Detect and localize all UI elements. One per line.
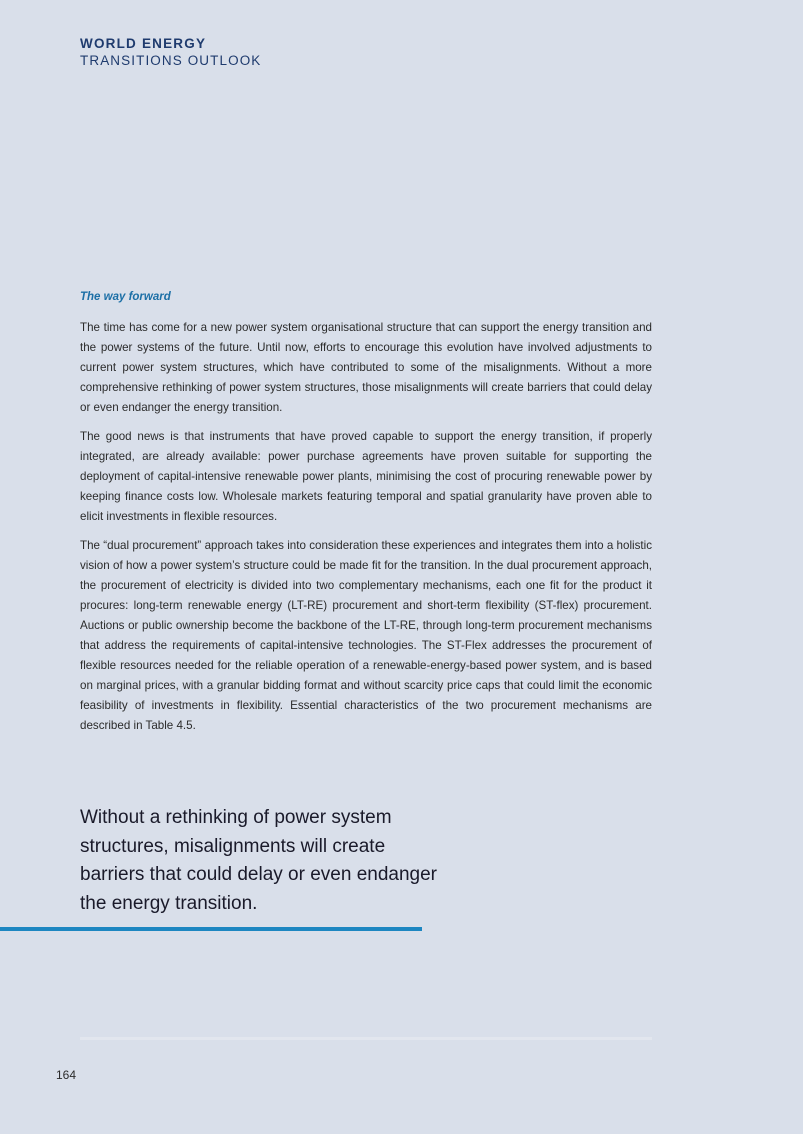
document-header (80, 36, 261, 70)
pull-quote-rule (0, 927, 422, 931)
pull-quote: Without a rethinking of power system structures, misalignments will create barriers that could delay or even endanger the energy transition. (80, 807, 438, 914)
header-title-line1: WORLD ENERGY (80, 36, 207, 51)
header-title-line2: TRANSITIONS OUTLOOK (80, 53, 262, 68)
footer-divider (80, 1037, 652, 1040)
section-title: The way forward (80, 291, 171, 303)
page-number: 164 (56, 1068, 77, 1082)
paragraph-1: The time has come for a new power system organisational structure that can support the energy transition and the power systems of the future. Until now, efforts to encourage this evolution have involved adjustments to current power system structures, which have contributed to some of the misalignments. Without a more comprehensive rethinking of power system structures, those misalignments will create barriers that could delay or even endanger the energy transition. (80, 321, 652, 414)
body-text (80, 318, 652, 745)
paragraph-3: The “dual procurement” approach takes into consideration these experiences and integrates them into a holistic vision of how a power system’s structure could be made fit for the transition. In the dual procurement approach, the procurement of electricity is divided into two complementary mechanisms, each one fit for the product it procures: long-term renewable energy (LT-RE) procurement and short-term flexibility (ST-flex) procurement. Auctions or public ownership become the backbone of the LT-RE, through long-term procurement mechanisms that address the requirements of capital-intensive technologies. The ST-Flex addresses the procurement of flexible resources needed for the reliable operation of a renewable-energy-based power system, and is based on marginal prices, with a granular bidding format and without scarcity price caps that could limit the economic feasibility of investments in flexibility. Essential characteristics of the two procurement mechanisms are described in Table 4.5. (80, 539, 652, 732)
paragraph-2: The good news is that instruments that have proved capable to support the energy transition, if properly integrated, are already available: power purchase agreements have proven suitable for supporting the deployment of capital-intensive renewable power plants, minimising the cost of procuring renewable power by keeping finance costs low. Wholesale markets featuring temporal and spatial granularity have proven able to elicit investments in flexible resources. (80, 430, 652, 523)
